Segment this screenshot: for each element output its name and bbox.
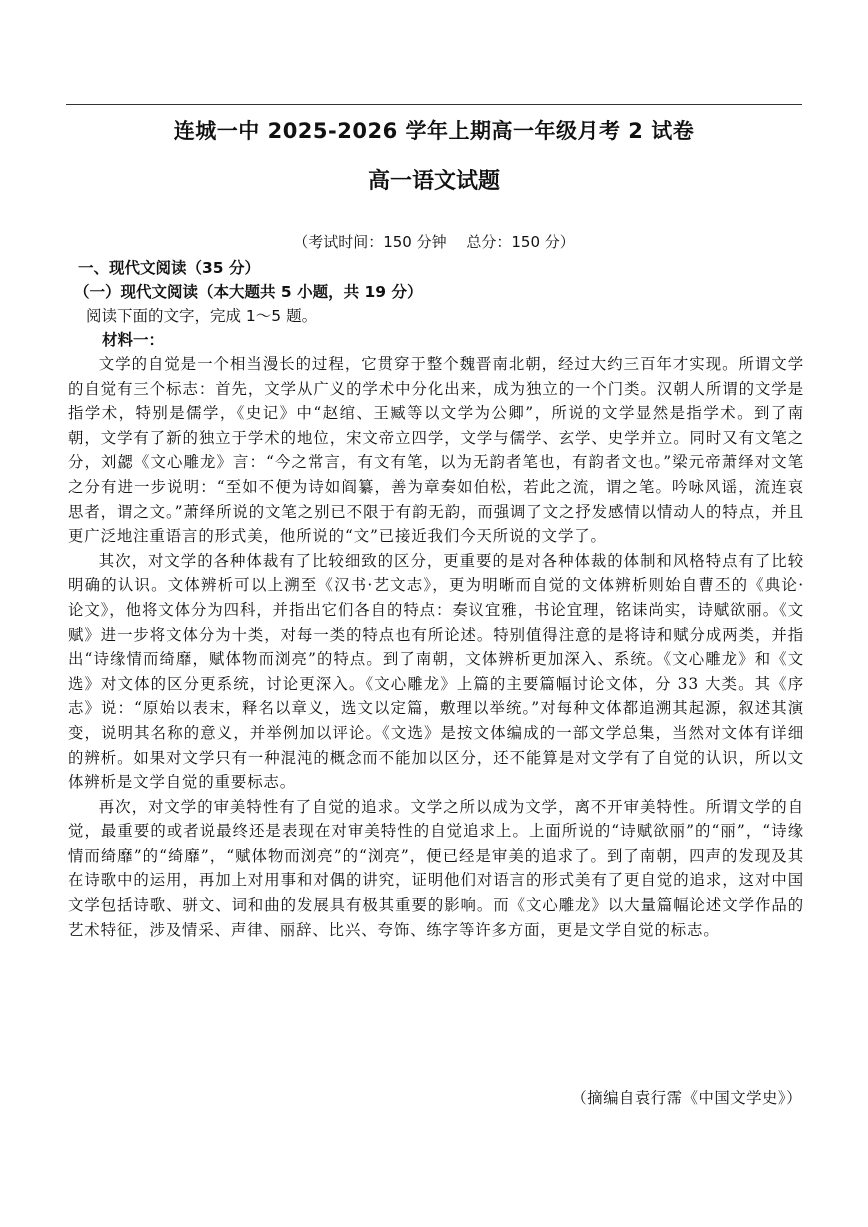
material-label: 材料一：	[102, 331, 165, 349]
article-paragraph: 文学的自觉是一个相当漫长的过程，它贯穿于整个魏晋南北朝，经过大约三百年才实现。所谓文学的自觉有三个标志：首先，文学从广义的学术中分化出来，成为独立的一个门类。汉朝人所谓的文学是指学术，特别是儒学，《史记》中“赵绾、王臧等以文学为公卿”，所说的文学显然是指学术。到了南朝，文学有了新的独立于学术的地位，宋文帝立四学，文学与儒学、玄学、史学并立。同时又有文笔之分，刘勰《文心雕龙》言：“今之常言，有文有笔，以为无韵者笔也，有韵者文也。”梁元帝萧绎对文笔之分有进一步说明：“至如不便为诗如阎纂，善为章奏如伯松，若此之流，谓之笔。吟咏风谣，流连哀思者，谓之文。”萧绎所说的文笔之别已不限于有韵无韵，而强调了文之抒发感情以情动人的特点，并且更广泛地注重语言的形式美，他所说的“文”已接近我们今天所说的文学了。	[68, 355, 804, 546]
article-paragraph: 再次，对文学的审美特性有了自觉的追求。文学之所以成为文学，离不开审美特性。所谓文学的自觉，最重要的或者说最终还是表现在对审美特性的自觉追求上。上面所说的“诗赋欲丽”的“丽”，“诗缘情而绮靡”的“绮靡”，“赋体物而浏亮”的“浏亮”，便已经是审美的追求了。到了南朝，四声的发现及其在诗歌中的运用，再加上对用事和对偶的讲究，证明他们对语言的形式美有了更自觉的追求，这对中国文学包括诗歌、骈文、词和曲的发展具有极其重要的影响。而《文心雕龙》以大量篇幅论述文学作品的艺术特征，涉及情采、声律、丽辞、比兴、夸饰、练字等许多方面，更是文学自觉的标志。	[68, 797, 804, 939]
subsection-heading: （一）现代文阅读（本大题共 5 小题，共 19 分）	[74, 283, 423, 301]
exam-info: （考试时间：150 分钟 总分：150 分）	[293, 233, 575, 251]
header-rule	[66, 104, 802, 105]
article-body	[68, 352, 804, 942]
subject-title: 高一语文试题	[367, 169, 500, 194]
article-source: （摘编自袁行霈《中国文学史》）	[571, 1089, 802, 1107]
reading-instruction: 阅读下面的文字，完成 1～5 题。	[86, 307, 318, 325]
section-heading: 一、现代文阅读（35 分）	[78, 259, 260, 277]
exam-title: 连城一中 2025-2026 学年上期高一年级月考 2 试卷	[173, 119, 695, 143]
article-paragraph: 其次，对文学的各种体裁有了比较细致的区分，更重要的是对各种体裁的体制和风格特点有了比较明确的认识。文体辨析可以上溯至《汉书·艺文志》，更为明晰而自觉的文体辨析则始自曹丕的《典论·论文》，他将文体分为四科，并指出它们各自的特点：奏议宜雅，书论宜理，铭诔尚实，诗赋欲丽。《文赋》进一步将文体分为十类，对每一类的特点也有所论述。特别值得注意的是将诗和赋分成两类，并指出“诗缘情而绮靡，赋体物而浏亮”的特点。到了南朝，文体辨析更加深入、系统。《文心雕龙》和《文选》对文体的区分更系统，讨论更深入。《文心雕龙》上篇的主要篇幅讨论文体，分 33 大类。其《序志》说：“原始以表末，释名以章义，选文以定篇，敷理以举统。”对每种文体都追溯其起源，叙述其演变，说明其名称的意义，并举例加以评论。《文选》是按文体编成的一部文学总集，当然对文体有详细的辨析。如果对文学只有一种混沌的概念而不能加以区分，还不能算是对文学有了自觉的认识，所以文体辨析是文学自觉的重要标志。	[68, 551, 804, 792]
